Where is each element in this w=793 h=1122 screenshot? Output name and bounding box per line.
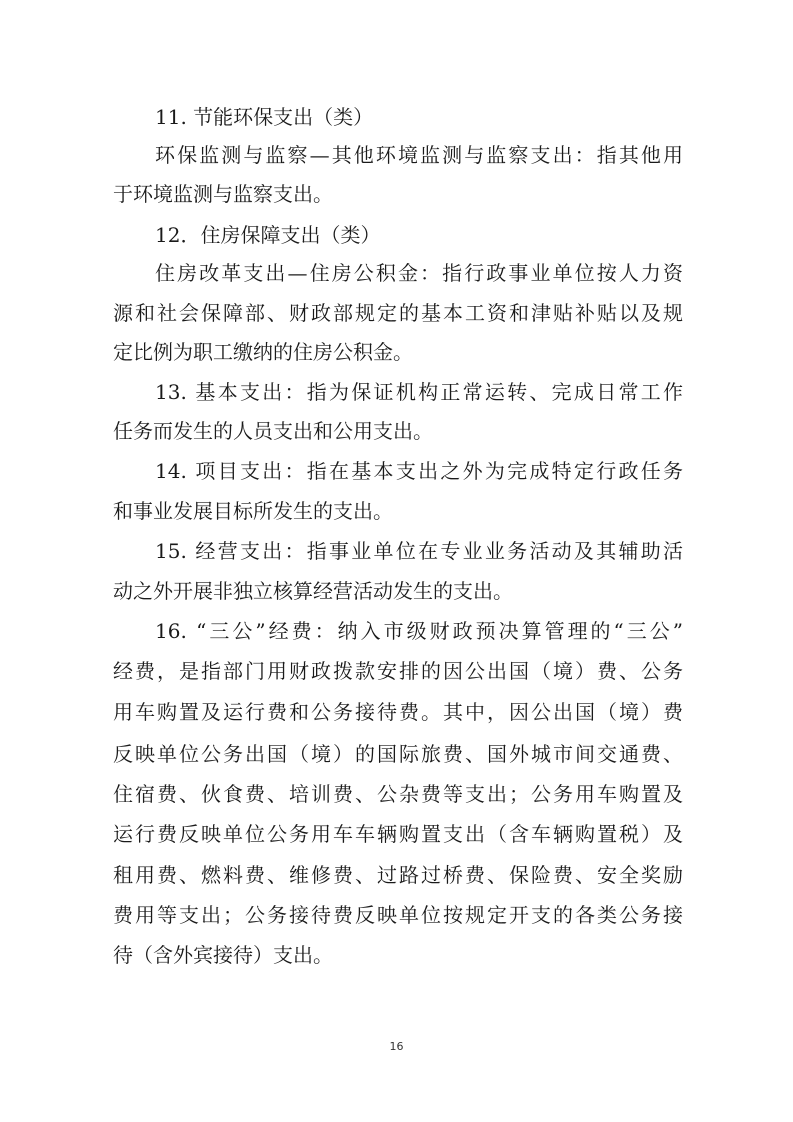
paragraph-line: 13. 基本支出：指为保证机构正常运转、完成日常工作 (155, 380, 683, 404)
heading-energy-environmental-expenditure: 11. 节能环保支出（类） (155, 105, 374, 129)
paragraph-line: 和事业发展目标所发生的支出。 (113, 499, 393, 523)
heading-housing-security-expenditure: 12．住房保障支出（类） (155, 223, 381, 247)
paragraph-line: 住房改革支出—住房公积金：指行政事业单位按人力资 (155, 261, 683, 285)
paragraph-line: 源和社会保障部、财政部规定的基本工资和津贴补贴以及规 (113, 301, 683, 325)
paragraph-line: 任务而发生的人员支出和公用支出。 (113, 419, 433, 443)
paragraph-line: 费用等支出；公务接待费反映单位按规定开支的各类公务接 (113, 903, 683, 927)
paragraph-line: 经费，是指部门用财政拨款安排的因公出国（境）费、公务 (113, 659, 683, 683)
paragraph-line: 反映单位公务出国（境）的国际旅费、国外城市间交通费、 (113, 742, 683, 766)
paragraph-line: 运行费反映单位公务用车车辆购置支出（含车辆购置税）及 (113, 822, 683, 846)
page-number: 16 (389, 1040, 404, 1053)
paragraph-line: 待（含外宾接待）支出。 (113, 943, 333, 967)
paragraph-line: 动之外开展非独立核算经营活动发生的支出。 (113, 579, 513, 603)
paragraph-line: 于环境监测与监察支出。 (113, 182, 333, 206)
paragraph-line: 住宿费、伙食费、培训费、公杂费等支出；公务用车购置及 (113, 782, 683, 806)
paragraph-line: 用车购置及运行费和公务接待费。其中，因公出国（境）费 (113, 700, 683, 724)
paragraph-line: 14. 项目支出：指在基本支出之外为完成特定行政任务 (155, 459, 683, 483)
paragraph-line: 环保监测与监察—其他环境监测与监察支出：指其他用 (155, 143, 683, 167)
body-text (113, 103, 683, 969)
paragraph-line: 租用费、燃料费、维修费、过路过桥费、保险费、安全奖励 (113, 863, 683, 887)
paragraph-line: 15. 经营支出：指事业单位在专业业务活动及其辅助活 (155, 539, 683, 563)
paragraph-line: 定比例为职工缴纳的住房公积金。 (113, 340, 413, 364)
paragraph-line: 16. “三公”经费：纳入市级财政预决算管理的“三公” (155, 619, 683, 643)
